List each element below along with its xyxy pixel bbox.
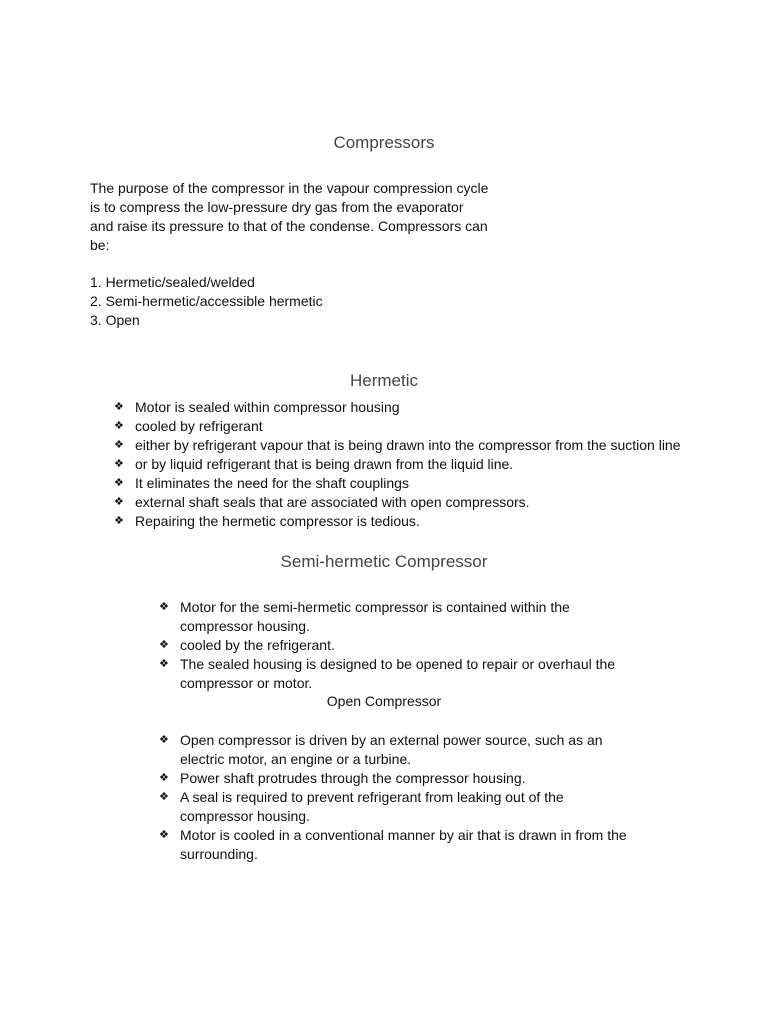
four-diamond-bullet-icon: ❖ bbox=[114, 496, 124, 508]
list-item-text: The sealed housing is designed to be opened to repair or overhaul the compressor or motor. bbox=[180, 656, 616, 691]
four-diamond-bullet-icon: ❖ bbox=[114, 401, 124, 413]
four-diamond-bullet-icon: ❖ bbox=[114, 439, 124, 451]
list-item bbox=[159, 598, 624, 636]
list-item bbox=[159, 655, 624, 693]
compressor-types-list bbox=[90, 273, 323, 330]
list-item-text: Motor for the semi-hermetic compressor is contained within the compressor housing. bbox=[180, 599, 570, 634]
list-item bbox=[114, 455, 714, 474]
four-diamond-bullet-icon: ❖ bbox=[159, 639, 169, 651]
list-item-text: Repairing the hermetic compressor is tedious. bbox=[135, 513, 420, 529]
list-item-text: cooled by the refrigerant. bbox=[180, 637, 335, 653]
four-diamond-bullet-icon: ❖ bbox=[159, 658, 169, 670]
list-item-text: Open compressor is driven by an external power source, such as an electric motor, an engine or a turbine. bbox=[180, 732, 603, 767]
list-item: 2. Semi-hermetic/accessible hermetic bbox=[90, 293, 323, 309]
list-item-text: Motor is cooled in a conventional manner by air that is drawn in from the surrounding. bbox=[180, 827, 627, 862]
list-item bbox=[114, 493, 714, 512]
list-item-text: A seal is required to prevent refrigerant from leaking out of the compressor housing. bbox=[180, 789, 564, 824]
four-diamond-bullet-icon: ❖ bbox=[114, 477, 124, 489]
four-diamond-bullet-icon: ❖ bbox=[159, 791, 169, 803]
list-item bbox=[114, 417, 714, 436]
hermetic-bullet-list bbox=[114, 398, 714, 531]
list-item-text: cooled by refrigerant bbox=[135, 418, 263, 434]
four-diamond-bullet-icon: ❖ bbox=[159, 772, 169, 784]
section-heading-semi-hermetic: Semi-hermetic Compressor bbox=[280, 552, 488, 571]
four-diamond-bullet-icon: ❖ bbox=[159, 829, 169, 841]
list-item bbox=[159, 788, 639, 826]
list-item bbox=[159, 826, 639, 864]
list-item bbox=[114, 398, 714, 417]
list-item bbox=[159, 636, 624, 655]
list-item-text: Motor is sealed within compressor housing bbox=[135, 399, 400, 415]
page-title: Compressors bbox=[333, 133, 435, 152]
list-item: 3. Open bbox=[90, 312, 140, 328]
list-item-text: external shaft seals that are associated with open compressors. bbox=[135, 494, 530, 510]
list-item bbox=[114, 474, 714, 493]
section-heading-hermetic: Hermetic bbox=[349, 371, 418, 390]
list-item bbox=[159, 769, 639, 788]
intro-paragraph: The purpose of the compressor in the vapour compression cycle is to compress the low-pressure dry gas from the evaporator and raise its pressure to that of the condense. Compressors can be: bbox=[90, 180, 489, 253]
list-item-text: or by liquid refrigerant that is being drawn from the liquid line. bbox=[135, 456, 514, 472]
list-item bbox=[114, 512, 714, 531]
list-item bbox=[159, 731, 639, 769]
list-item-text: Power shaft protrudes through the compressor housing. bbox=[180, 770, 526, 786]
open-bullet-list bbox=[159, 731, 639, 864]
list-item-text: It eliminates the need for the shaft couplings bbox=[135, 475, 409, 491]
list-item: 1. Hermetic/sealed/welded bbox=[90, 274, 255, 290]
four-diamond-bullet-icon: ❖ bbox=[114, 420, 124, 432]
four-diamond-bullet-icon: ❖ bbox=[114, 458, 124, 470]
list-item-text: either by refrigerant vapour that is being drawn into the compressor from the suction line bbox=[135, 437, 681, 453]
four-diamond-bullet-icon: ❖ bbox=[159, 734, 169, 746]
four-diamond-bullet-icon: ❖ bbox=[114, 515, 124, 527]
section-heading-open: Open Compressor bbox=[326, 693, 442, 709]
list-item bbox=[114, 436, 714, 455]
semi-hermetic-bullet-list bbox=[159, 598, 624, 693]
four-diamond-bullet-icon: ❖ bbox=[159, 601, 169, 613]
